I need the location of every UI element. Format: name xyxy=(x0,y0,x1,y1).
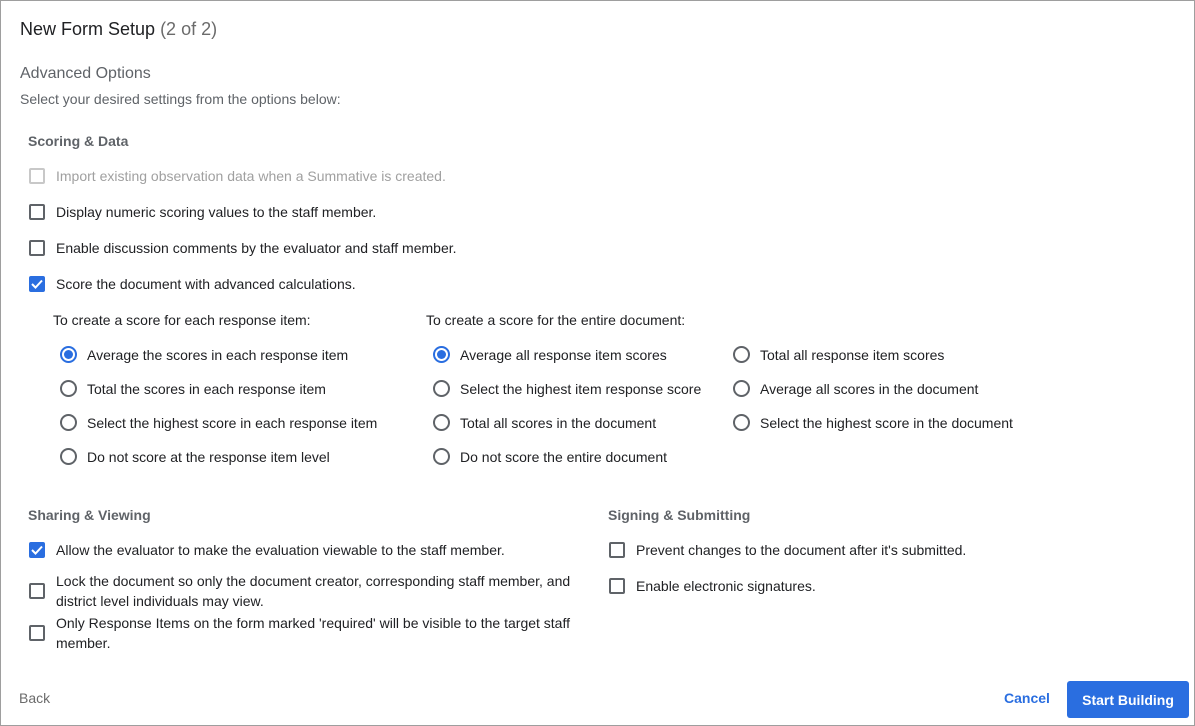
radio-button[interactable] xyxy=(733,380,750,397)
radio-response-highest[interactable] xyxy=(60,414,377,431)
radio-label: Select the highest score in each response item xyxy=(87,414,378,431)
radio-label: Average all response item scores xyxy=(460,346,667,363)
checkbox xyxy=(29,168,45,184)
scoring-heading: Scoring & Data xyxy=(28,133,129,149)
step-indicator: (2 of 2) xyxy=(160,19,218,39)
radio-button-selected[interactable] xyxy=(433,346,450,363)
checkbox[interactable] xyxy=(29,625,45,641)
checkbox-checked[interactable] xyxy=(29,542,45,558)
radio-button[interactable] xyxy=(60,448,77,465)
checkbox[interactable] xyxy=(29,204,45,220)
checkbox[interactable] xyxy=(29,583,45,599)
radio-doc-average-all[interactable] xyxy=(733,380,978,397)
radio-button[interactable] xyxy=(60,414,77,431)
radio-label: Total all response item scores xyxy=(760,346,945,363)
radio-label: Total the scores in each response item xyxy=(87,380,326,397)
option-label: Enable electronic signatures. xyxy=(636,578,816,594)
required-items-option[interactable] xyxy=(29,613,589,653)
radio-button[interactable] xyxy=(433,380,450,397)
back-button[interactable]: Back xyxy=(19,690,51,706)
advanced-calculations-option[interactable] xyxy=(29,276,356,292)
radio-button-selected[interactable] xyxy=(60,346,77,363)
start-building-button[interactable]: Start Building xyxy=(1067,681,1189,718)
display-numeric-option[interactable] xyxy=(29,204,376,220)
radio-doc-total-all[interactable] xyxy=(433,414,656,431)
import-observation-option xyxy=(29,168,446,184)
option-label: Only Response Items on the form marked 'required' will be visible to the target staff member. xyxy=(56,615,570,651)
cancel-button[interactable]: Cancel xyxy=(1004,690,1050,706)
section-subtitle: Select your desired settings from the options below: xyxy=(20,91,341,107)
option-label: Import existing observation data when a Summative is created. xyxy=(56,168,446,184)
radio-button[interactable] xyxy=(60,380,77,397)
option-label: Enable discussion comments by the evaluator and staff member. xyxy=(56,240,457,256)
option-label: Lock the document so only the document creator, corresponding staff member, and district level individuals may view. xyxy=(56,573,571,609)
radio-label: Average the scores in each response item xyxy=(87,346,349,363)
document-heading: To create a score for the entire document: xyxy=(426,312,686,328)
radio-doc-highest-item[interactable] xyxy=(433,380,701,397)
prevent-changes-option[interactable] xyxy=(609,542,966,558)
radio-response-total[interactable] xyxy=(60,380,326,397)
checkbox[interactable] xyxy=(29,240,45,256)
radio-label: Total all scores in the document xyxy=(460,414,657,431)
radio-doc-highest-all[interactable] xyxy=(733,414,1013,431)
signing-heading: Signing & Submitting xyxy=(608,507,751,523)
radio-doc-average-items[interactable] xyxy=(433,346,667,363)
radio-button[interactable] xyxy=(733,414,750,431)
electronic-signatures-option[interactable] xyxy=(609,578,816,594)
radio-doc-none[interactable] xyxy=(433,448,667,465)
radio-button[interactable] xyxy=(433,414,450,431)
radio-label: Do not score at the response item level xyxy=(87,448,330,465)
dialog-title xyxy=(20,19,217,40)
radio-label: Do not score the entire document xyxy=(460,448,668,465)
radio-label: Select the highest item response score xyxy=(460,380,702,397)
lock-document-option[interactable] xyxy=(29,571,589,611)
option-label: Display numeric scoring values to the staff member. xyxy=(56,204,377,220)
radio-response-none[interactable] xyxy=(60,448,330,465)
section-title: Advanced Options xyxy=(20,65,151,82)
checkbox[interactable] xyxy=(609,578,625,594)
option-label: Score the document with advanced calculations. xyxy=(56,276,356,292)
radio-button[interactable] xyxy=(433,448,450,465)
sharing-heading: Sharing & Viewing xyxy=(28,507,151,523)
option-label: Prevent changes to the document after it's submitted. xyxy=(636,542,967,558)
response-item-heading: To create a score for each response item: xyxy=(53,312,311,328)
radio-response-average[interactable] xyxy=(60,346,348,363)
allow-viewable-option[interactable] xyxy=(29,542,505,558)
option-label: Allow the evaluator to make the evaluation viewable to the staff member. xyxy=(56,542,505,558)
radio-label: Average all scores in the document xyxy=(760,380,979,397)
checkbox-checked[interactable] xyxy=(29,276,45,292)
radio-label: Select the highest score in the document xyxy=(760,414,1013,431)
title-text: New Form Setup xyxy=(20,19,156,39)
checkbox[interactable] xyxy=(609,542,625,558)
enable-discussion-option[interactable] xyxy=(29,240,457,256)
radio-button[interactable] xyxy=(733,346,750,363)
radio-doc-total-items[interactable] xyxy=(733,346,944,363)
